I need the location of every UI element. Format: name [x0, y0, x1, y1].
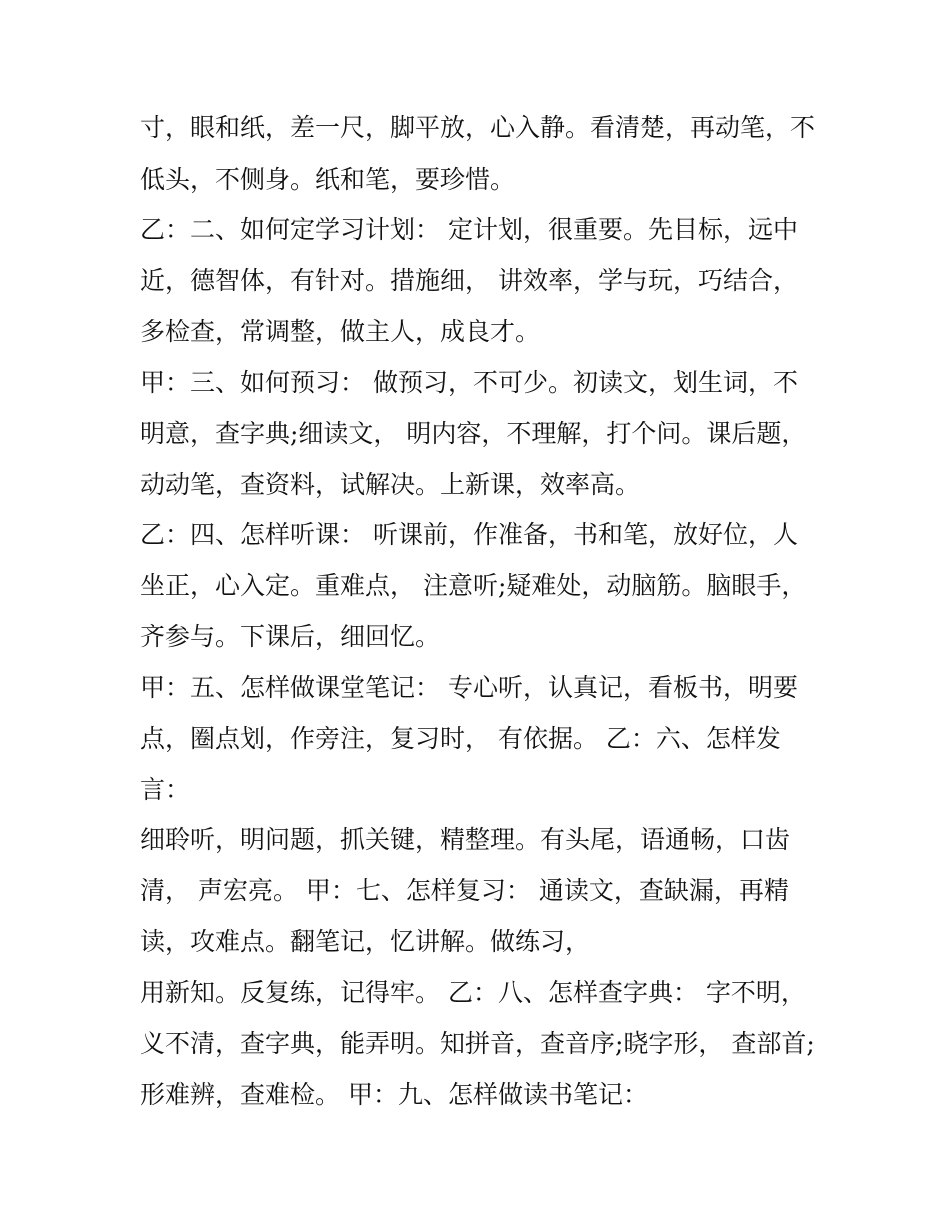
text-line: 用新知。反复练，记得牢。 乙：八、怎样查字典： 字不明，	[140, 978, 806, 1007]
text-line: 形难辨，查难检。 甲：九、怎样做读书笔记：	[140, 1080, 648, 1109]
text-line: 乙：二、如何定学习计划： 定计划，很重要。先目标，远中	[140, 215, 798, 244]
text-line: 甲：五、怎样做课堂笔记： 专心听，认真记，看板书，明要	[140, 673, 798, 702]
text-line: 齐参与。下课后，细回忆。	[140, 622, 441, 651]
text-line: 读，攻难点。翻笔记，忆讲解。做练习，	[140, 927, 591, 956]
text-line: 细聆听，明问题，抓关键，精整理。有头尾，语通畅，口齿	[140, 825, 791, 854]
text-line: 言：	[140, 775, 191, 804]
text-line: 明意，查字典;细读文， 明内容，不理解，打个问。课后题，	[140, 419, 807, 448]
text-line: 近，德智体，有针对。措施细， 讲效率，学与玩，巧结合，	[140, 266, 798, 295]
text-line: 甲：三、如何预习： 做预习，不可少。初读文，划生词，不	[140, 368, 798, 397]
text-line: 乙：四、怎样听课： 听课前，作准备，书和笔，放好位，人	[140, 520, 798, 549]
text-line: 清， 声宏亮。 甲：七、怎样复习： 通读文，查缺漏，再精	[140, 876, 789, 905]
text-line: 低头，不侧身。纸和笔，要珍惜。	[140, 165, 516, 194]
text-line: 点，圈点划，作旁注，复习时， 有依据。 乙：六、怎样发	[140, 724, 781, 753]
text-line: 多检查，常调整，做主人，成良才。	[140, 317, 541, 346]
text-line: 坐正，心入定。重难点， 注意听;疑难处，动脑筋。脑眼手，	[140, 571, 807, 600]
text-line: 寸，眼和纸，差一尺，脚平放，心入静。看清楚，再动笔，不	[140, 113, 816, 142]
text-line: 动动笔，查资料，试解决。上新课，效率高。	[140, 470, 641, 499]
text-line: 义不清，查字典，能弄明。知拼音，查音序;晓字形， 查部首;	[140, 1029, 815, 1058]
